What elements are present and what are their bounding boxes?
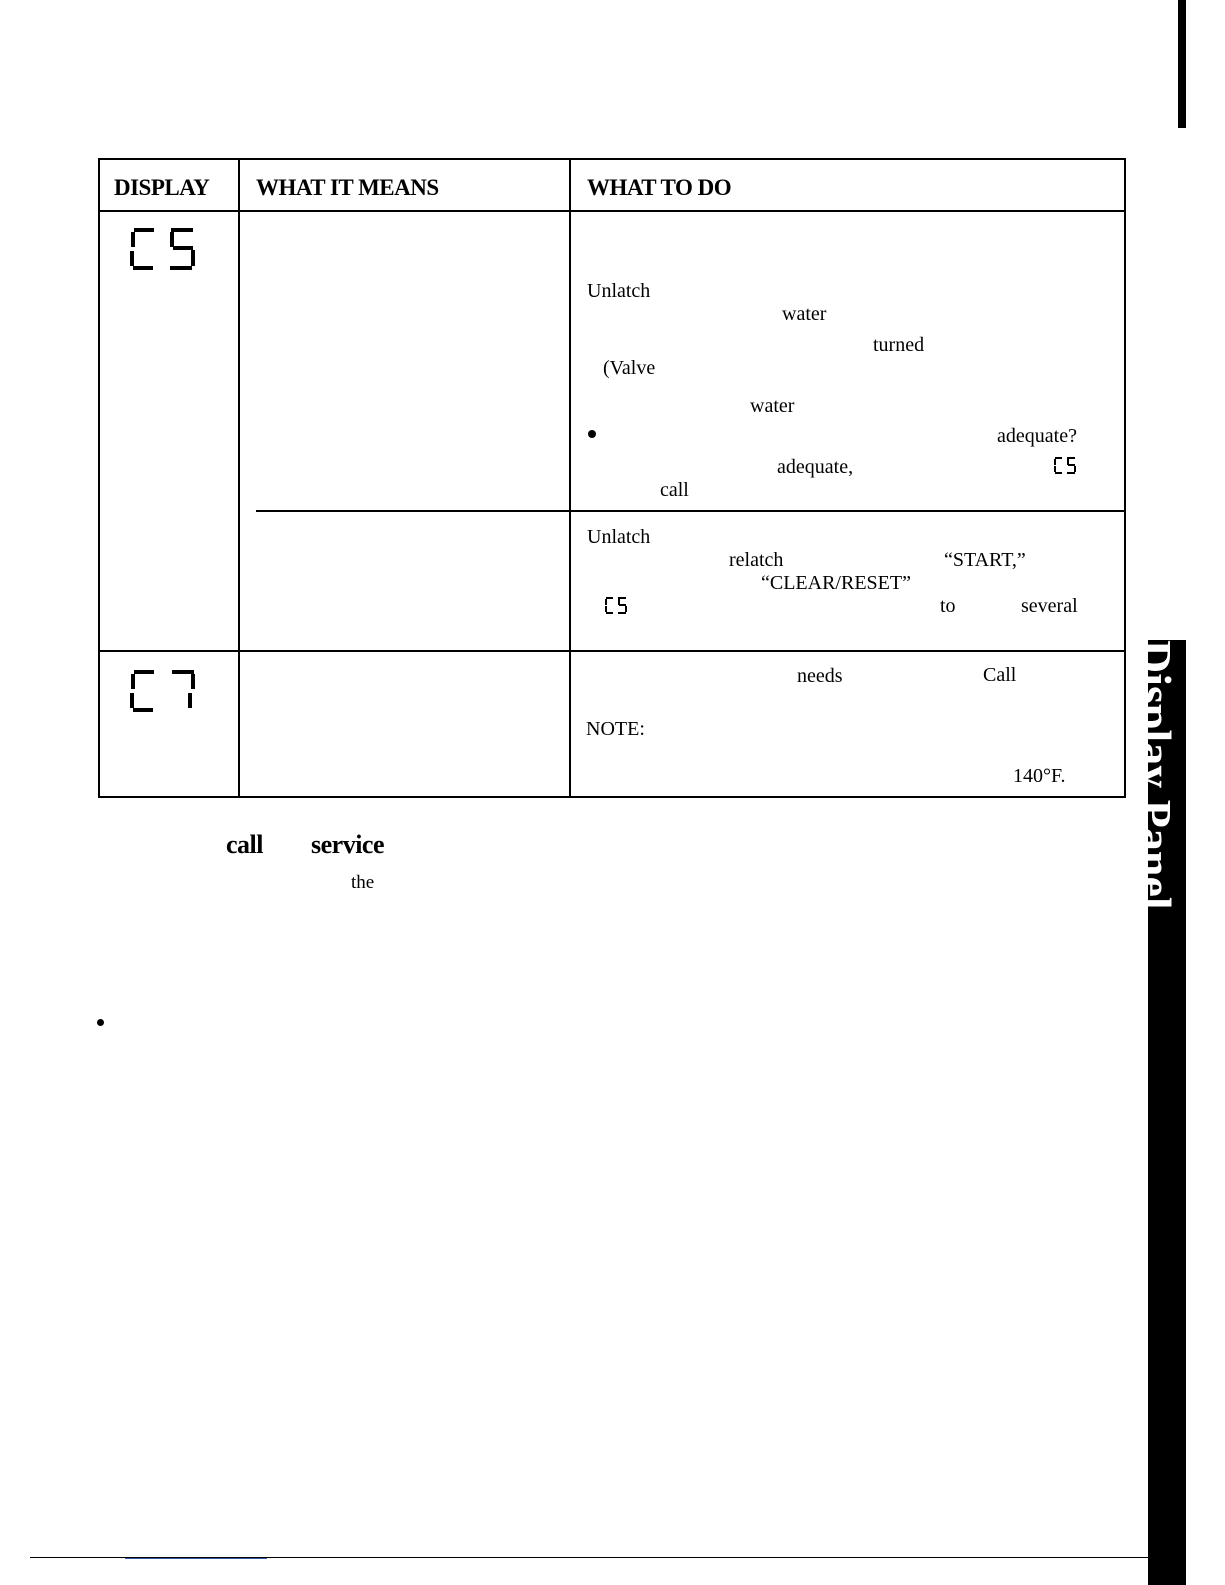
fragment-unlatch-1: Unlatch xyxy=(587,280,651,302)
table-col-divider-1 xyxy=(238,158,240,798)
below-call: call xyxy=(226,830,263,859)
seven-segment-c5-small-icon xyxy=(604,597,628,615)
table-header-divider xyxy=(98,210,1126,212)
fragment-unlatch-2: Unlatch xyxy=(587,526,651,548)
seven-segment-c5-small-icon xyxy=(1053,457,1077,475)
fragment-adequate-q: adequate? xyxy=(997,425,1077,447)
fragment-clear-reset: “CLEAR/RESET” xyxy=(761,572,911,594)
table-left-border xyxy=(98,158,100,798)
error-code-c5 xyxy=(128,226,198,272)
header-what-to-do: WHAT TO DO xyxy=(587,175,732,200)
table-top-border xyxy=(98,158,1126,160)
fragment-several: several xyxy=(1021,595,1078,617)
table-col-divider-2 xyxy=(569,158,571,798)
fragment-needs: needs xyxy=(797,665,843,687)
fragment-temp: 140°F. xyxy=(1013,765,1066,787)
error-code-c7 xyxy=(128,668,198,714)
table-subrow-divider xyxy=(256,510,1126,512)
below-the: the xyxy=(351,872,375,893)
bullet-icon xyxy=(588,430,596,438)
fragment-note: NOTE: xyxy=(586,718,645,740)
inline-code-c5-1 xyxy=(1053,457,1077,475)
page-bottom-rule-accent xyxy=(125,1558,267,1559)
table-right-border xyxy=(1124,158,1126,798)
table-row-divider xyxy=(98,650,1126,652)
side-tab-upper xyxy=(1178,0,1186,128)
side-tab-label-wrap xyxy=(1130,640,1208,940)
fragment-turned: turned xyxy=(873,334,925,356)
header-what-it-means: WHAT IT MEANS xyxy=(256,175,439,200)
fragment-start: “START,” xyxy=(944,549,1026,571)
table-bottom-border xyxy=(98,796,1126,798)
fragment-call-cap: Call xyxy=(983,664,1017,686)
fragment-relatch: relatch xyxy=(729,549,784,571)
fragment-water-1: water xyxy=(782,303,827,325)
bullet-icon xyxy=(97,1019,104,1026)
fragment-water-2: water xyxy=(750,395,795,417)
fragment-to: to xyxy=(940,595,956,617)
fragment-valve: (Valve xyxy=(603,357,656,379)
fragment-adequate-c: adequate, xyxy=(777,456,854,478)
seven-segment-c5-icon xyxy=(128,226,198,272)
side-bar-bottom xyxy=(1148,1040,1186,1585)
inline-code-c5-2 xyxy=(604,597,628,615)
fragment-call: call xyxy=(660,479,689,501)
below-service: service xyxy=(311,830,385,859)
seven-segment-c7-icon xyxy=(128,668,198,714)
side-tab-label: Display Panel xyxy=(1130,640,1181,910)
header-display: DISPLAY xyxy=(114,175,210,200)
